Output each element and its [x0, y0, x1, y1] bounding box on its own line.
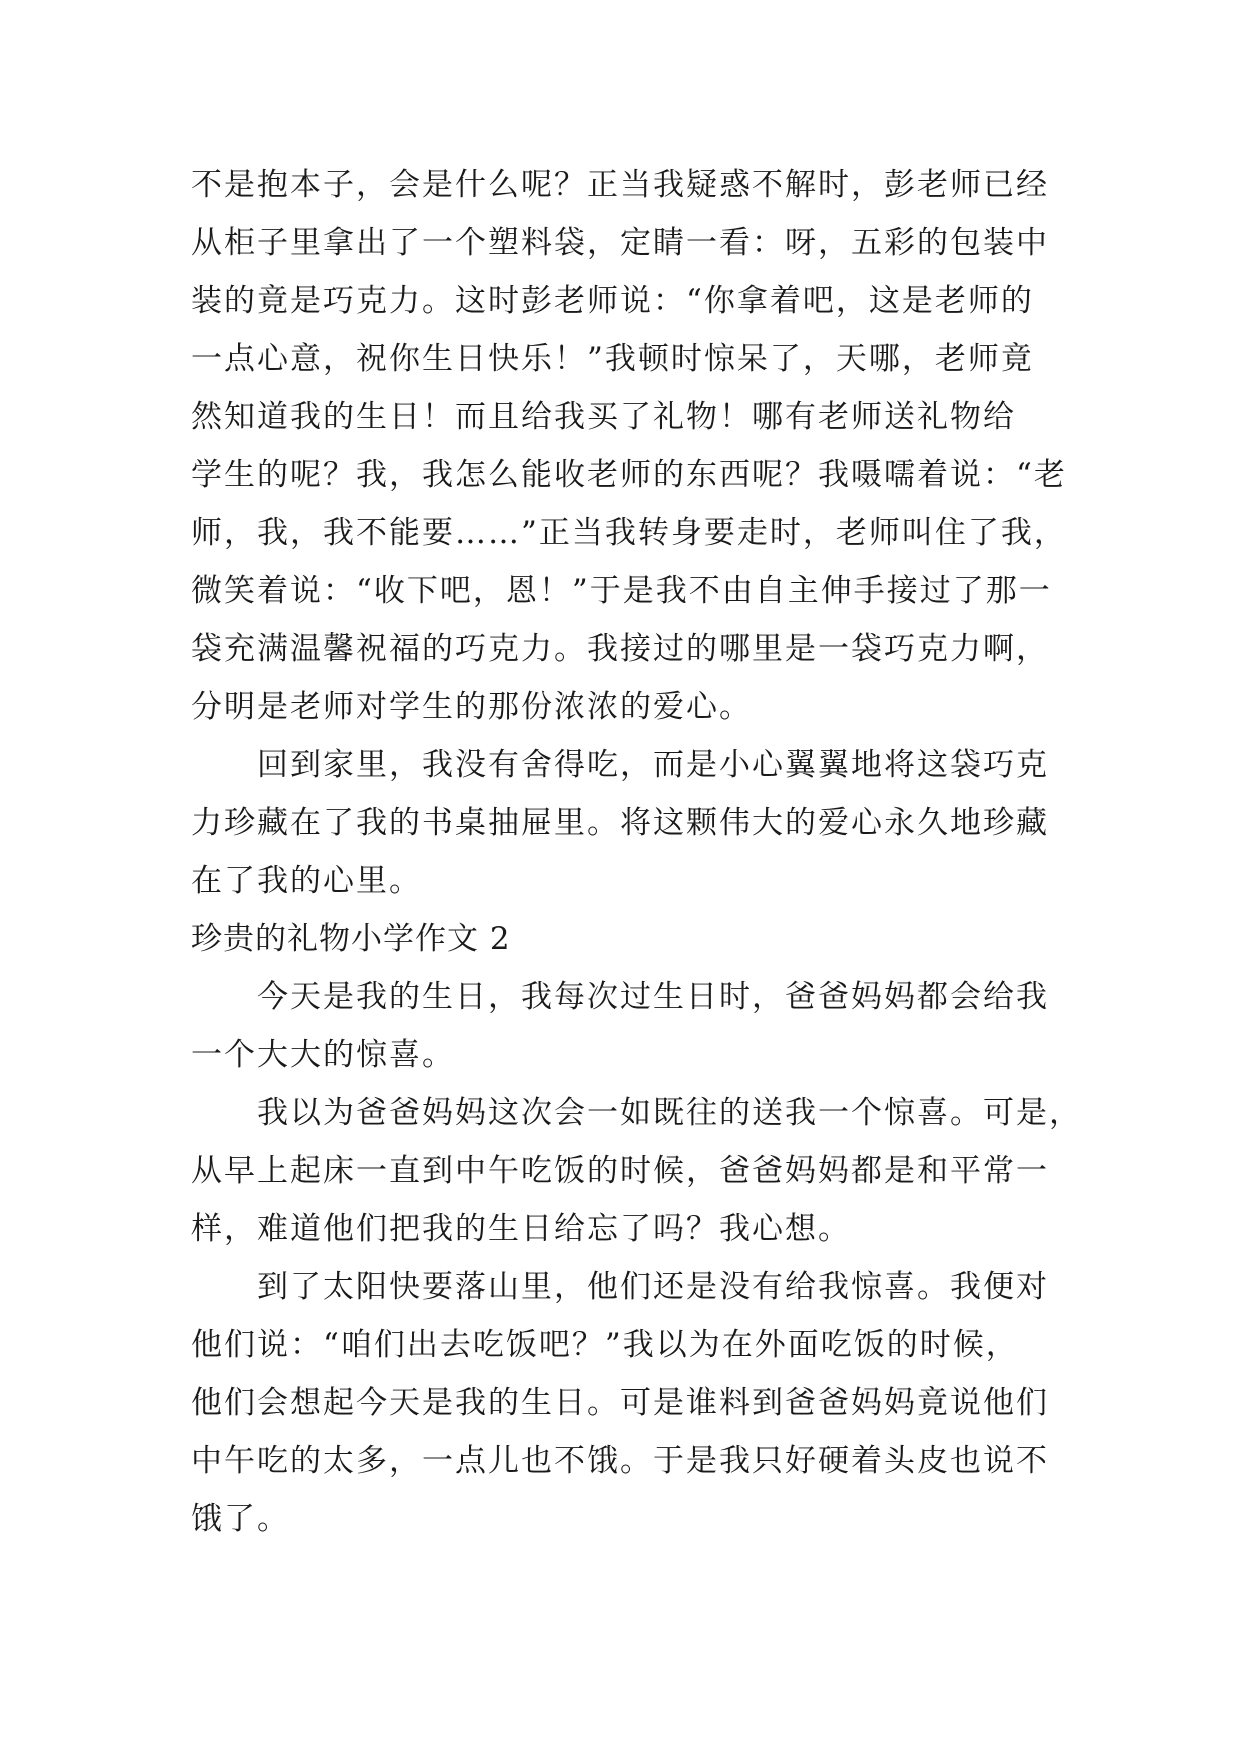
- section-heading: 珍贵的礼物小学作文 2: [191, 921, 511, 957]
- text-line: 回到家里，我没有舍得吃，而是小心翼翼地将这袋巧克: [191, 747, 1049, 783]
- text-line: 力珍藏在了我的书桌抽屉里。将这颗伟大的爱心永久地珍藏: [191, 805, 1049, 841]
- text-line: 他们说：“咱们出去吃饭吧？”我以为在外面吃饭的时候，: [191, 1327, 1019, 1363]
- text-line: 到了太阳快要落山里，他们还是没有给我惊喜。我便对: [191, 1269, 1049, 1305]
- text-line: 一点心意，祝你生日快乐！”我顿时惊呆了，天哪，老师竟: [191, 341, 1034, 377]
- text-line: 在了我的心里。: [191, 863, 422, 899]
- text-line: 样，难道他们把我的生日给忘了吗？我心想。: [191, 1211, 851, 1247]
- text-line: 从柜子里拿出了一个塑料袋，定睛一看：呀，五彩的包装中: [191, 225, 1049, 261]
- text-line: 学生的呢？我，我怎么能收老师的东西呢？我嗫嚅着说：“老: [191, 457, 1067, 493]
- text-line: 我以为爸爸妈妈这次会一如既往的送我一个惊喜。可是，: [191, 1095, 1082, 1131]
- text-line: 从早上起床一直到中午吃饭的时候，爸爸妈妈都是和平常一: [191, 1153, 1049, 1189]
- text-line: 一个大大的惊喜。: [191, 1037, 455, 1073]
- text-line: 袋充满温馨祝福的巧克力。我接过的哪里是一袋巧克力啊，: [191, 631, 1049, 667]
- text-line: 然知道我的生日！而且给我买了礼物！哪有老师送礼物给: [191, 399, 1016, 435]
- text-line: 他们会想起今天是我的生日。可是谁料到爸爸妈妈竟说他们: [191, 1385, 1049, 1421]
- text-line: 今天是我的生日，我每次过生日时，爸爸妈妈都会给我: [191, 979, 1049, 1015]
- text-line: 中午吃的太多，一点儿也不饿。于是我只好硬着头皮也说不: [191, 1443, 1049, 1479]
- text-line: 师，我，我不能要……”正当我转身要走时，老师叫住了我，: [191, 515, 1067, 551]
- text-line: 分明是老师对学生的那份浓浓的爱心。: [191, 689, 752, 725]
- text-line: 微笑着说：“收下吧，恩！”于是我不由自主伸手接过了那一: [191, 573, 1052, 609]
- text-line: 不是抱本子，会是什么呢？正当我疑惑不解时，彭老师已经: [191, 167, 1049, 203]
- text-line: 装的竟是巧克力。这时彭老师说：“你拿着吧，这是老师的: [191, 283, 1034, 319]
- text-line: 饿了。: [191, 1501, 290, 1537]
